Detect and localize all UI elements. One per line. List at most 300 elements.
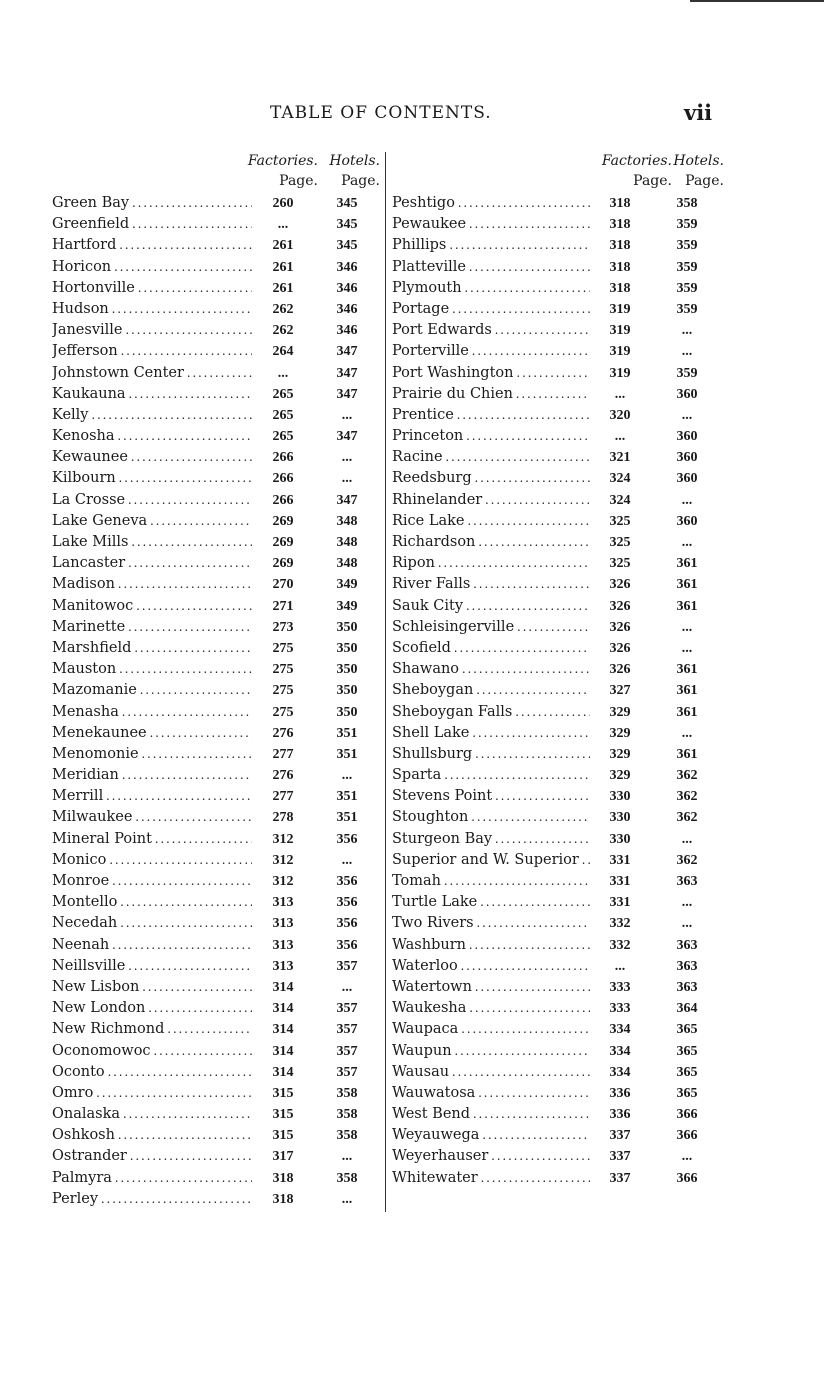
toc-entry — [392, 259, 724, 280]
entry-name: Mineral Point . . . — [52, 831, 252, 847]
toc-entry — [392, 1170, 724, 1191]
entry-name: Platteville . . . — [392, 259, 590, 275]
hotels-page: 346 — [336, 323, 358, 339]
toc-entry — [52, 1043, 380, 1064]
entry-name: Onalaska . . . — [52, 1106, 252, 1122]
factories-page: 329 — [609, 768, 631, 784]
right-entries — [392, 195, 724, 1191]
hotels-page: 359 — [676, 217, 698, 233]
toc-entry — [52, 1191, 380, 1212]
entry-name: Superior and W. Superior . . . — [392, 852, 590, 868]
hotels-page: 361 — [676, 746, 698, 762]
hotels-page: 357 — [336, 1022, 358, 1038]
entry-name: Stoughton . . . — [392, 809, 590, 825]
entry-name: Weyerhauser . . . — [392, 1148, 590, 1164]
factories-page: 325 — [609, 513, 631, 529]
entry-name: Plymouth . . . — [392, 280, 590, 296]
hotels-page: ... — [681, 535, 693, 550]
toc-entry — [52, 619, 380, 640]
toc-entry — [392, 852, 724, 873]
factories-page: 269 — [272, 535, 294, 550]
toc-entry — [52, 809, 380, 830]
factories-page: 318 — [609, 259, 631, 275]
entry-name: Richardson . . . — [392, 534, 590, 550]
hotels-page: 356 — [336, 937, 358, 953]
factories-page: 315 — [272, 1107, 294, 1123]
entry-name: Shawano . . . — [392, 661, 590, 677]
factories-page: 312 — [272, 874, 294, 889]
factories-page: 317 — [272, 1149, 294, 1165]
factories-page: 333 — [609, 1001, 631, 1017]
factories-page: 324 — [609, 492, 631, 508]
toc-entry — [52, 1127, 380, 1148]
toc-entry — [392, 809, 724, 830]
hotels-page: 348 — [336, 556, 358, 572]
toc-entry — [52, 259, 380, 280]
toc-entry — [52, 407, 380, 428]
toc-entry — [52, 746, 380, 767]
entry-name: Johnstown Center . . . — [52, 365, 252, 381]
entry-name: New London . . . — [52, 1000, 252, 1016]
entry-name: Washburn . . . — [392, 937, 590, 953]
entry-name: Montello . . . — [52, 894, 252, 910]
hotels-page: 358 — [336, 1085, 358, 1101]
right-column — [392, 153, 724, 1191]
factories-page: 333 — [609, 979, 631, 995]
entry-name: Sturgeon Bay . . . — [392, 831, 590, 847]
toc-entry — [392, 640, 724, 661]
toc-entry — [52, 301, 380, 322]
hotels-page: ... — [681, 492, 693, 508]
toc-entry — [52, 725, 380, 746]
toc-entry — [52, 852, 380, 873]
entry-name: Mazomanie . . . — [52, 682, 252, 698]
toc-entry — [392, 386, 724, 407]
entry-name: Hortonville . . . — [52, 280, 252, 296]
hotels-header: Hotels. — [329, 153, 380, 169]
hotels-page: 361 — [676, 683, 698, 699]
factories-page: 324 — [609, 471, 631, 487]
entry-name: Milwaukee . . . — [52, 809, 252, 825]
entry-name: Port Washington . . . — [392, 365, 590, 381]
factories-page: 319 — [609, 344, 631, 360]
hotels-page: 356 — [336, 831, 358, 847]
hotels-page: ... — [681, 344, 693, 360]
hotels-page: 361 — [676, 577, 698, 593]
hotels-header: Hotels. — [673, 153, 724, 169]
hotels-page: 349 — [336, 577, 358, 593]
entry-name: Kewaunee . . . — [52, 449, 252, 465]
toc-entry — [392, 280, 724, 301]
factories-page: 269 — [272, 556, 294, 572]
entry-name: Princeton . . . — [392, 428, 590, 444]
toc-entry — [392, 513, 724, 534]
factories-page: 318 — [609, 196, 631, 211]
entry-name: Tomah . . . — [392, 873, 590, 889]
entry-name: River Falls . . . — [392, 576, 590, 592]
hotels-page: 357 — [336, 958, 358, 974]
toc-entry — [52, 915, 380, 936]
hotels-page: ... — [681, 725, 693, 741]
entry-name: Oconto . . . — [52, 1064, 252, 1080]
hotels-page: 361 — [676, 598, 698, 614]
entry-name: Ostrander . . . — [52, 1148, 252, 1164]
entry-name: West Bend . . . — [392, 1106, 590, 1122]
entry-name: Two Rivers . . . — [392, 915, 590, 931]
toc-entry — [392, 958, 724, 979]
entry-name: Lake Geneva . . . — [52, 513, 252, 529]
toc-entry — [392, 915, 724, 936]
hotels-page: 366 — [676, 1107, 698, 1123]
factories-page: 269 — [272, 513, 294, 529]
entry-name: Porterville . . . — [392, 343, 590, 359]
toc-entry — [392, 301, 724, 322]
hotels-page: 363 — [676, 874, 698, 889]
entry-name: Menomonie . . . — [52, 746, 252, 762]
hotels-page: 359 — [676, 301, 698, 317]
hotels-page: 357 — [336, 1001, 358, 1017]
entry-name: Jefferson . . . — [52, 343, 252, 359]
hotels-page: ... — [681, 831, 693, 847]
factories-page: 262 — [272, 323, 294, 339]
hotels-page: 350 — [336, 704, 358, 720]
factories-page: 332 — [609, 937, 631, 953]
entry-name: Prentice . . . — [392, 407, 590, 423]
entry-name: Wausau . . . — [392, 1064, 590, 1080]
toc-entry — [52, 1064, 380, 1085]
factories-page: 331 — [609, 874, 631, 889]
factories-page: 336 — [609, 1085, 631, 1101]
factories-page: 318 — [272, 1191, 294, 1207]
factories-page: 276 — [272, 725, 294, 741]
entry-name: Weyauwega . . . — [392, 1127, 590, 1143]
entry-name: Kilbourn . . . — [52, 470, 252, 486]
toc-entry — [52, 216, 380, 237]
column-divider — [385, 152, 386, 1212]
entry-name: Oconomowoc . . . — [52, 1043, 252, 1059]
entry-name: Sheboygan . . . — [392, 682, 590, 698]
entry-name: La Crosse . . . — [52, 492, 252, 508]
factories-page: 261 — [272, 238, 294, 254]
hotels-page: ... — [341, 1191, 353, 1207]
factories-page: 334 — [609, 1043, 631, 1059]
entry-name: Prairie du Chien . . . — [392, 386, 590, 402]
hotels-page: 362 — [676, 852, 698, 868]
factories-page: 318 — [609, 238, 631, 254]
hotels-page: 347 — [336, 386, 358, 402]
factories-page: 327 — [609, 683, 631, 699]
factories-page: 266 — [272, 471, 294, 487]
toc-entry — [392, 1106, 724, 1127]
toc-entry — [52, 873, 380, 894]
hotels-page: 359 — [676, 365, 698, 381]
toc-entry — [52, 576, 380, 597]
factories-page: 320 — [609, 407, 631, 423]
hotels-page: 348 — [336, 513, 358, 529]
toc-entry — [392, 979, 724, 1000]
hotels-page: 359 — [676, 238, 698, 254]
entry-name: Waukesha . . . — [392, 1000, 590, 1016]
hotels-page: ... — [341, 979, 353, 995]
hotels-page: 361 — [676, 556, 698, 572]
toc-entry — [52, 449, 380, 470]
factories-page: 313 — [272, 958, 294, 974]
hotels-page: 366 — [676, 1170, 698, 1186]
toc-entry — [392, 725, 724, 746]
entry-name: Stevens Point . . . — [392, 788, 590, 804]
top-edge-rule — [690, 0, 824, 2]
page-title: TABLE OF CONTENTS. — [270, 103, 492, 123]
entry-name: Waupaca . . . — [392, 1021, 590, 1037]
hotels-page: 351 — [336, 789, 358, 805]
toc-entry — [52, 343, 380, 364]
toc-entry — [392, 873, 724, 894]
factories-page: 265 — [272, 407, 294, 423]
toc-entry — [392, 661, 724, 682]
factories-page: 314 — [272, 1064, 294, 1080]
hotels-page: ... — [681, 619, 693, 635]
hotels-page: 359 — [676, 259, 698, 275]
factories-page: 271 — [272, 598, 294, 614]
entry-name: Monico . . . — [52, 852, 252, 868]
hotels-page: 345 — [336, 238, 358, 254]
hotels-page: ... — [341, 450, 353, 466]
column-subheader — [52, 173, 380, 193]
factories-page: 278 — [272, 810, 294, 826]
entry-name: Monroe . . . — [52, 873, 252, 889]
toc-entry — [392, 767, 724, 788]
factories-page: 314 — [272, 979, 294, 995]
factories-page: 318 — [272, 1170, 294, 1186]
entry-name: Oshkosh . . . — [52, 1127, 252, 1143]
toc-entry — [392, 682, 724, 703]
toc-entry — [52, 1148, 380, 1169]
entry-name: New Lisbon . . . — [52, 979, 252, 995]
entry-name: Kenosha . . . — [52, 428, 252, 444]
factories-page: 319 — [609, 323, 631, 339]
factories-page: 326 — [609, 662, 631, 678]
hotels-page: 345 — [336, 217, 358, 233]
toc-entry — [392, 1064, 724, 1085]
toc-entry — [392, 1085, 724, 1106]
factories-page: 270 — [272, 577, 294, 593]
factories-page: 329 — [609, 746, 631, 762]
entry-name: Schleisingerville . . . — [392, 619, 590, 635]
hotels-page: ... — [341, 852, 353, 868]
factories-page: ... — [277, 217, 289, 233]
factories-page: 277 — [272, 789, 294, 805]
factories-page-label: Page. — [279, 173, 318, 189]
entry-name: Janesville . . . — [52, 322, 252, 338]
hotels-page: 347 — [336, 492, 358, 508]
hotels-page: 359 — [676, 280, 698, 296]
toc-entry — [52, 1000, 380, 1021]
factories-page: ... — [614, 386, 626, 402]
entry-name: Reedsburg . . . — [392, 470, 590, 486]
entry-name: Hartford . . . — [52, 237, 252, 253]
hotels-page: 361 — [676, 662, 698, 678]
toc-entry — [52, 195, 380, 216]
entry-name: Whitewater . . . — [392, 1170, 590, 1186]
toc-entry — [52, 640, 380, 661]
factories-page: 337 — [609, 1128, 631, 1144]
hotels-page: 350 — [336, 640, 358, 656]
toc-entry — [52, 958, 380, 979]
factories-page: 314 — [272, 1022, 294, 1038]
toc-entry — [52, 831, 380, 852]
entry-name: Phillips . . . — [392, 237, 590, 253]
factories-page: 312 — [272, 852, 294, 868]
hotels-page: 358 — [676, 196, 698, 211]
toc-entry — [392, 365, 724, 386]
factories-page: 336 — [609, 1107, 631, 1123]
hotels-page-label: Page. — [685, 173, 724, 189]
toc-entry — [52, 682, 380, 703]
hotels-page: 351 — [336, 725, 358, 741]
toc-entry — [392, 1043, 724, 1064]
hotels-page: 362 — [676, 768, 698, 784]
column-header — [392, 153, 724, 173]
toc-entry — [392, 831, 724, 852]
toc-entry — [52, 1106, 380, 1127]
hotels-page: 350 — [336, 619, 358, 635]
hotels-page: 365 — [676, 1022, 698, 1038]
toc-entry — [392, 216, 724, 237]
hotels-page: 363 — [676, 979, 698, 995]
entry-name: Green Bay . . . — [52, 195, 252, 211]
hotels-page: 358 — [336, 1128, 358, 1144]
toc-entry — [52, 534, 380, 555]
entry-name: Manitowoc . . . — [52, 598, 252, 614]
factories-page: 261 — [272, 280, 294, 296]
hotels-page: 365 — [676, 1085, 698, 1101]
toc-entry — [52, 1021, 380, 1042]
entry-name: Merrill . . . — [52, 788, 252, 804]
hotels-page: 361 — [676, 704, 698, 720]
entry-name: Palmyra . . . — [52, 1170, 252, 1186]
left-entries — [52, 195, 380, 1212]
toc-entry — [392, 555, 724, 576]
toc-entry — [52, 365, 380, 386]
toc-entry — [52, 979, 380, 1000]
entry-name: Sauk City . . . — [392, 598, 590, 614]
factories-page: 260 — [272, 196, 294, 211]
hotels-page: ... — [341, 1149, 353, 1165]
factories-page: 262 — [272, 301, 294, 317]
entry-name: Greenfield . . . — [52, 216, 252, 232]
factories-header: Factories. — [247, 153, 318, 169]
factories-page: 275 — [272, 640, 294, 656]
factories-page: 314 — [272, 1043, 294, 1059]
toc-entry — [392, 894, 724, 915]
toc-entry — [392, 788, 724, 809]
factories-page: 329 — [609, 704, 631, 720]
hotels-page: ... — [681, 323, 693, 339]
factories-page: 326 — [609, 619, 631, 635]
entry-name: Kaukauna . . . — [52, 386, 252, 402]
column-header — [52, 153, 380, 173]
factories-page: 264 — [272, 344, 294, 360]
factories-page: 326 — [609, 577, 631, 593]
hotels-page: 351 — [336, 746, 358, 762]
toc-entry — [52, 555, 380, 576]
entry-name: Shullsburg . . . — [392, 746, 590, 762]
toc-entry — [392, 598, 724, 619]
factories-page: 318 — [609, 280, 631, 296]
factories-page: 266 — [272, 492, 294, 508]
entry-name: Omro . . . — [52, 1085, 252, 1101]
toc-entry — [392, 1000, 724, 1021]
entry-name: Mauston . . . — [52, 661, 252, 677]
factories-page: 325 — [609, 535, 631, 550]
factories-page: 337 — [609, 1170, 631, 1186]
toc-entry — [392, 322, 724, 343]
factories-page: 318 — [609, 217, 631, 233]
entry-name: Lake Mills . . . — [52, 534, 252, 550]
factories-page: 314 — [272, 1001, 294, 1017]
hotels-page: 356 — [336, 916, 358, 932]
factories-page: ... — [277, 365, 289, 381]
hotels-page: 349 — [336, 598, 358, 614]
entry-name: Rice Lake . . . — [392, 513, 590, 529]
hotels-page: 346 — [336, 259, 358, 275]
toc-entry — [52, 322, 380, 343]
column-subheader — [392, 173, 724, 193]
entry-name: Portage . . . — [392, 301, 590, 317]
factories-page: 334 — [609, 1022, 631, 1038]
factories-page: 330 — [609, 789, 631, 805]
toc-entry — [52, 661, 380, 682]
entry-name: Watertown . . . — [392, 979, 590, 995]
factories-page: 266 — [272, 450, 294, 466]
factories-header: Factories. — [601, 153, 672, 169]
toc-entry — [392, 1021, 724, 1042]
entry-name: Menekaunee . . . — [52, 725, 252, 741]
factories-page: 273 — [272, 619, 294, 635]
entry-name: Shell Lake . . . — [392, 725, 590, 741]
toc-entry — [52, 894, 380, 915]
hotels-page: 350 — [336, 662, 358, 678]
hotels-page: 346 — [336, 280, 358, 296]
hotels-page: 360 — [676, 513, 698, 529]
factories-page: 313 — [272, 916, 294, 932]
hotels-page: 346 — [336, 301, 358, 317]
factories-page: 312 — [272, 831, 294, 847]
factories-page: 319 — [609, 301, 631, 317]
toc-entry — [392, 470, 724, 491]
factories-page: 277 — [272, 746, 294, 762]
entry-name: Scofield . . . — [392, 640, 590, 656]
toc-entry — [392, 937, 724, 958]
hotels-page: 351 — [336, 810, 358, 826]
factories-page: 325 — [609, 556, 631, 572]
hotels-page: 360 — [676, 429, 698, 445]
hotels-page: 357 — [336, 1043, 358, 1059]
toc-entry — [52, 704, 380, 725]
factories-page: 330 — [609, 810, 631, 826]
entry-name: Madison . . . — [52, 576, 252, 592]
toc-entry — [392, 746, 724, 767]
entry-name: Sparta . . . — [392, 767, 590, 783]
toc-entry — [392, 407, 724, 428]
toc-entry — [392, 1148, 724, 1169]
hotels-page: 362 — [676, 810, 698, 826]
toc-entry — [392, 343, 724, 364]
toc-entry — [52, 386, 380, 407]
hotels-page: ... — [681, 1149, 693, 1165]
hotels-page: 347 — [336, 365, 358, 381]
toc-entry — [392, 492, 724, 513]
